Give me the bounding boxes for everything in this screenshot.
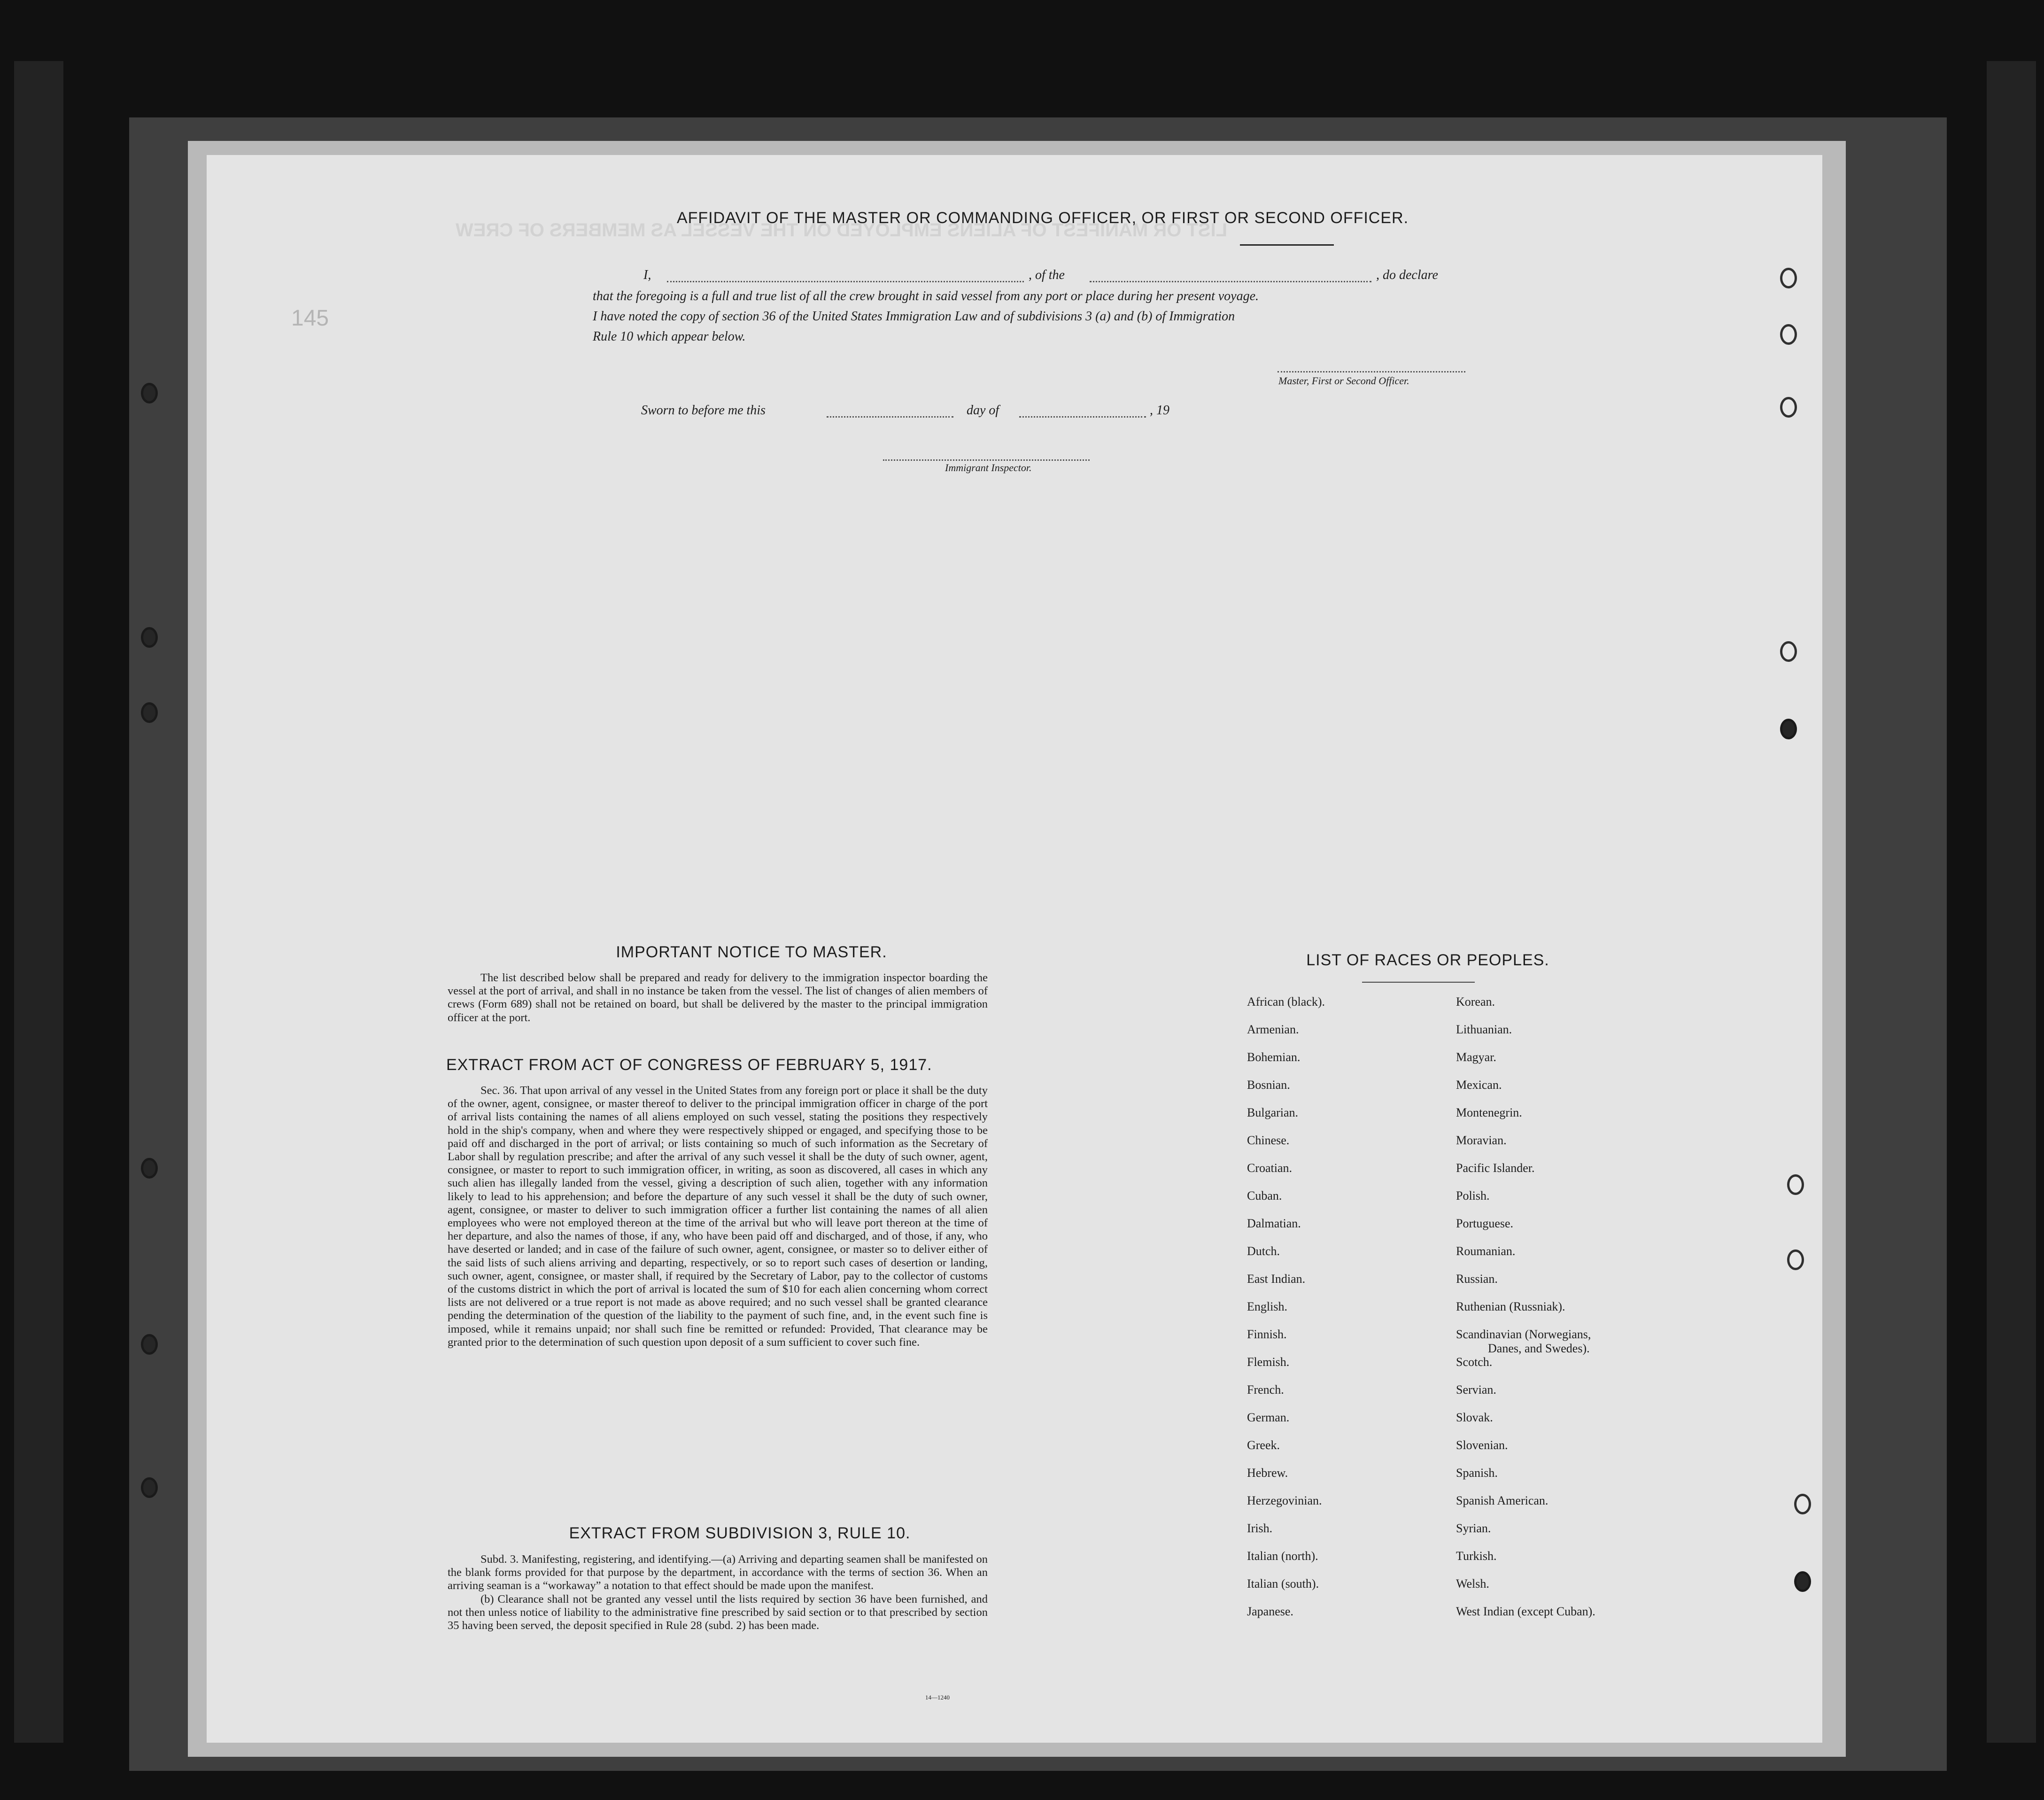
affidavit-line-4: Rule 10 which appear below. [593, 329, 746, 344]
master-signature-label: Master, First or Second Officer. [1278, 375, 1409, 387]
race-item: Spanish American. [1456, 1494, 1548, 1507]
sworn-month-blank [1019, 416, 1146, 418]
races-underline [1362, 982, 1475, 983]
race-item: Syrian. [1456, 1521, 1491, 1535]
race-item: Polish. [1456, 1189, 1490, 1203]
race-item: Lithuanian. [1456, 1023, 1512, 1036]
race-item: French. [1247, 1383, 1284, 1397]
race-item: Spanish. [1456, 1466, 1498, 1480]
race-item: Roumanian. [1456, 1244, 1516, 1258]
binder-hole [1780, 641, 1797, 662]
rule-text-a: Subd. 3. Manifesting, registering, and identifying.—(a) Arriving and departing seamen shall be manifested on the blank forms provided for that purpose by the department, in accordance with the terms of section 36. When an arriving seaman is a “workaway” a notation to that effect should be made upon the manifest. [448, 1553, 988, 1592]
rule-text-b: (b) Clearance shall not be granted any vessel until the lists required by section 36 have been furnished, and not then unless notice of liability to the administrative fine prescribed by said section or to that prescribed by section 35 having been served, the deposit specified in Rule 28 (subd. 2) has been made. [448, 1592, 988, 1632]
vessel-blank [1090, 281, 1371, 282]
binder-hole [1780, 268, 1797, 288]
act-paragraph [448, 1084, 988, 1349]
race-item: Dutch. [1247, 1244, 1280, 1258]
race-item: Bulgarian. [1247, 1106, 1299, 1119]
race-item: Flemish. [1247, 1355, 1290, 1369]
binder-hole [141, 627, 158, 648]
race-item: Portuguese. [1456, 1217, 1514, 1230]
act-text: Sec. 36. That upon arrival of any vessel in the United States from any foreign port or place it shall be the duty of the owner, agent, consignee, or master thereof to deliver to the principal immigration officer in charge of the port of arrival lists containing the names of all aliens employed on such vessel, stating the positions they respectively hold in the ship's company, when and where they were respectively shipped or engaged, and specifying those to be paid off and discharged in the port of arrival; or lists containing so much of such information as the Secretary of Labor shall by regulation prescribe; and after the arrival of any such vessel it shall be the duty of such owner, agent, consignee, or master to report to such immigration officer, in writing, as soon as discovered, all cases in which any such alien has illegally landed from the vessel, giving a description of such alien, together with any information likely to lead to his apprehension; and before the departure of any such vessel it shall be the duty of such owner, agent, consignee, or master to deliver to such immigration officer a further list containing the names of all alien employees who were not employed thereon at the time of the arrival but who will leave port thereon at the time of her departure, and also the names of those, if any, who have been paid off and discharged, and of those, if any, who have deserted or landed; and in case of the failure of such owner, agent, consignee, or master so to deliver either of the said lists of such aliens arriving and departing, respectively, or so to report such cases of desertion or landing, such owner, agent, consignee, or master shall, if required by the Secretary of Labor, pay to the collector of customs of the customs district in which the port of arrival is located the sum of $10 for each alien concerning whom correct lists are not delivered or a true report is not made as above required; and no such vessel shall be granted clearance pending the determination of the question of the liability to the payment of such fine, and, in the event such fine is imposed, while it remains unpaid; nor shall such fine be remitted or refunded: Provided, That clearance may be granted prior to the determination of such question upon deposit of a sum sufficient to cover such fine. [448, 1084, 988, 1349]
binder-hole [141, 1477, 158, 1498]
affidavit-i: I, [643, 268, 651, 282]
race-item: Finnish. [1247, 1327, 1287, 1341]
race-item: Slovak. [1456, 1411, 1493, 1424]
race-item: Magyar. [1456, 1050, 1496, 1064]
race-item: Hebrew. [1247, 1466, 1288, 1480]
binder-hole [1787, 1174, 1804, 1195]
binder-hole [141, 1158, 158, 1179]
inspector-label: Immigrant Inspector. [945, 462, 1032, 473]
rule-paragraph [448, 1553, 988, 1632]
race-item: Scandinavian (Norwegians, [1456, 1327, 1591, 1341]
affidavit-title: AFFIDAVIT OF THE MASTER OR COMMANDING OFFICER, OR FIRST OR SECOND OFFICER. [676, 209, 1409, 227]
day-of-text: day of [967, 403, 999, 418]
races-title: LIST OF RACES OR PEOPLES. [1306, 951, 1549, 969]
notice-title: IMPORTANT NOTICE TO MASTER. [616, 943, 887, 961]
race-item: African (black). [1247, 995, 1325, 1009]
race-item: English. [1247, 1300, 1287, 1313]
race-item: West Indian (except Cuban). [1456, 1605, 1595, 1618]
bleed-through-title: LIST OR MANIFEST OF ALIENS EMPLOYED ON THE VESSEL AS MEMBERS OF CREW [456, 220, 1228, 241]
race-item: Korean. [1456, 995, 1495, 1009]
master-signature-line [1278, 371, 1465, 372]
binder-hole [1780, 397, 1797, 418]
race-item: Scotch. [1456, 1355, 1493, 1369]
race-item: Herzegovinian. [1247, 1494, 1322, 1507]
race-item: Croatian. [1247, 1161, 1293, 1175]
act-title: EXTRACT FROM ACT OF CONGRESS OF FEBRUARY 5, 1917. [446, 1056, 932, 1074]
race-item: Ruthenian (Russniak). [1456, 1300, 1565, 1313]
race-item: Russian. [1456, 1272, 1498, 1286]
race-item: Pacific Islander. [1456, 1161, 1535, 1175]
notice-paragraph [448, 971, 988, 1024]
binder-hole [1780, 719, 1797, 739]
binder-hole [1794, 1494, 1811, 1514]
race-item: East Indian. [1247, 1272, 1306, 1286]
sworn-day-blank [827, 416, 953, 418]
race-item: Bosnian. [1247, 1078, 1290, 1092]
binder-hole [1787, 1249, 1804, 1270]
race-item: Irish. [1247, 1521, 1273, 1535]
race-item: Cuban. [1247, 1189, 1282, 1203]
rule-title: EXTRACT FROM SUBDIVISION 3, RULE 10. [569, 1524, 911, 1542]
affidavit-of-the: , of the [1029, 268, 1065, 282]
race-item: Greek. [1247, 1438, 1280, 1452]
form-code: 14—1240 [925, 1694, 950, 1701]
race-item: Italian (north). [1247, 1549, 1318, 1563]
sworn-text: Sworn to before me this [641, 403, 766, 418]
race-item: Moravian. [1456, 1133, 1507, 1147]
race-item: Mexican. [1456, 1078, 1502, 1092]
race-item: Servian. [1456, 1383, 1496, 1397]
race-item: Armenian. [1247, 1023, 1299, 1036]
affidavit-do-declare: , do declare [1376, 268, 1438, 282]
page-number: 145 [291, 306, 329, 331]
binder-hole [1780, 324, 1797, 345]
race-item: German. [1247, 1411, 1290, 1424]
affidavit-line-3: I have noted the copy of section 36 of the United States Immigration Law and of subdivisions 3 (a) and (b) of Immigration [593, 309, 1235, 324]
race-item: Danes, and Swedes). [1488, 1342, 1590, 1355]
race-item: Slovenian. [1456, 1438, 1508, 1452]
title-underline [1240, 244, 1334, 246]
race-item: Italian (south). [1247, 1577, 1319, 1591]
race-item: Bohemian. [1247, 1050, 1301, 1064]
binder-hole [141, 383, 158, 403]
name-blank [667, 281, 1024, 282]
year-text: , 19 [1150, 403, 1169, 418]
notice-text: The list described below shall be prepared and ready for delivery to the immigration inspector boarding the vessel at the port of arrival, and shall in no instance be taken from the vessel. The list of changes of alien members of crews (Form 689) shall not be retained on board, but shall be delivered by the master to the principal immigration officer at the port. [448, 971, 988, 1024]
film-edge-right [1987, 61, 2036, 1743]
race-item: Turkish. [1456, 1549, 1497, 1563]
race-item: Japanese. [1247, 1605, 1293, 1618]
binder-hole [1794, 1571, 1811, 1592]
binder-hole [141, 1334, 158, 1355]
race-item: Welsh. [1456, 1577, 1489, 1591]
affidavit-line-2: that the foregoing is a full and true list of all the crew brought in said vessel from any port or place during her present voyage. [593, 289, 1259, 303]
race-item: Dalmatian. [1247, 1217, 1301, 1230]
inspector-signature-line [883, 459, 1090, 461]
race-item: Montenegrin. [1456, 1106, 1522, 1119]
binder-hole [141, 702, 158, 723]
race-item: Chinese. [1247, 1133, 1290, 1147]
film-edge-left [14, 61, 63, 1743]
